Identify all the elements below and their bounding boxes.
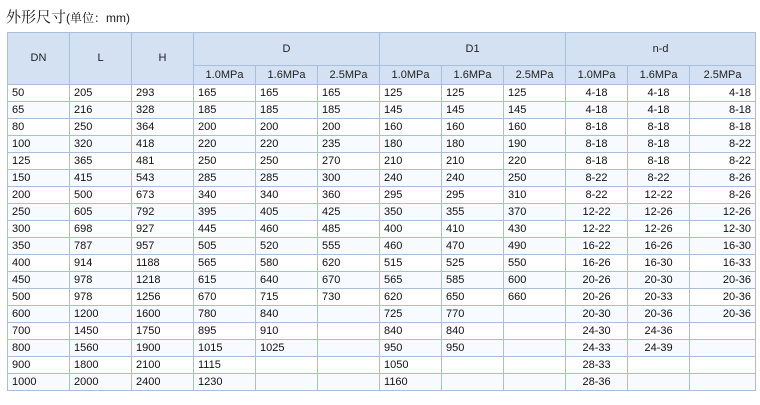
cell-d1-1-6mpa: 125: [442, 85, 504, 102]
cell-h: 673: [132, 187, 194, 204]
cell-nd-1-0mpa: 20-30: [566, 306, 628, 323]
cell-h: 1900: [132, 340, 194, 357]
cell-d-1-6mpa: 640: [256, 272, 318, 289]
cell-nd-2-5mpa: 8-18: [690, 119, 756, 136]
cell-d1-1-6mpa: 210: [442, 153, 504, 170]
cell-dn: 900: [8, 357, 70, 374]
cell-l: 415: [70, 170, 132, 187]
cell-d-1-6mpa: 580: [256, 255, 318, 272]
cell-nd-1-6mpa: [628, 357, 690, 374]
header-l: L: [70, 33, 132, 85]
cell-nd-2-5mpa: [690, 374, 756, 391]
cell-nd-1-6mpa: 12-22: [628, 187, 690, 204]
cell-d-1-0mpa: 445: [194, 221, 256, 238]
cell-dn: 350: [8, 238, 70, 255]
cell-h: 293: [132, 85, 194, 102]
cell-d-2-5mpa: [318, 306, 380, 323]
cell-l: 978: [70, 272, 132, 289]
cell-h: 1218: [132, 272, 194, 289]
cell-nd-1-6mpa: 4-18: [628, 102, 690, 119]
cell-nd-1-0mpa: 8-18: [566, 119, 628, 136]
cell-dn: 150: [8, 170, 70, 187]
cell-nd-1-0mpa: 8-18: [566, 153, 628, 170]
table-row: [8, 119, 756, 136]
cell-d-1-0mpa: 780: [194, 306, 256, 323]
cell-d-2-5mpa: 360: [318, 187, 380, 204]
cell-nd-1-0mpa: 28-36: [566, 374, 628, 391]
cell-h: 481: [132, 153, 194, 170]
cell-l: 787: [70, 238, 132, 255]
cell-d1-1-6mpa: 295: [442, 187, 504, 204]
cell-d1-2-5mpa: 250: [504, 170, 566, 187]
cell-h: 418: [132, 136, 194, 153]
table-row: [8, 272, 756, 289]
cell-nd-1-0mpa: 20-26: [566, 289, 628, 306]
cell-d1-1-0mpa: 240: [380, 170, 442, 187]
cell-d-1-6mpa: 840: [256, 306, 318, 323]
cell-nd-1-0mpa: 16-26: [566, 255, 628, 272]
cell-l: 1560: [70, 340, 132, 357]
cell-d1-1-6mpa: 585: [442, 272, 504, 289]
table-row: [8, 136, 756, 153]
cell-l: 216: [70, 102, 132, 119]
cell-nd-1-0mpa: 8-18: [566, 136, 628, 153]
table-row: [8, 323, 756, 340]
cell-d1-2-5mpa: [504, 323, 566, 340]
cell-nd-2-5mpa: 12-26: [690, 204, 756, 221]
cell-l: 1450: [70, 323, 132, 340]
cell-d1-2-5mpa: 125: [504, 85, 566, 102]
cell-d-1-0mpa: 250: [194, 153, 256, 170]
cell-l: 365: [70, 153, 132, 170]
cell-d1-1-0mpa: 210: [380, 153, 442, 170]
cell-nd-1-6mpa: 20-36: [628, 306, 690, 323]
cell-nd-2-5mpa: 8-22: [690, 153, 756, 170]
cell-l: 605: [70, 204, 132, 221]
cell-l: 2000: [70, 374, 132, 391]
cell-nd-2-5mpa: 20-36: [690, 289, 756, 306]
cell-nd-2-5mpa: 20-36: [690, 272, 756, 289]
cell-d-1-6mpa: 165: [256, 85, 318, 102]
cell-nd-1-0mpa: 28-33: [566, 357, 628, 374]
cell-h: 1256: [132, 289, 194, 306]
header-d1: D1: [380, 33, 566, 66]
cell-d1-1-0mpa: 840: [380, 323, 442, 340]
cell-dn: 450: [8, 272, 70, 289]
cell-d1-1-6mpa: [442, 374, 504, 391]
cell-d1-1-0mpa: 460: [380, 238, 442, 255]
cell-h: 364: [132, 119, 194, 136]
cell-l: 914: [70, 255, 132, 272]
cell-d1-2-5mpa: 660: [504, 289, 566, 306]
cell-h: 1600: [132, 306, 194, 323]
cell-d-1-6mpa: 405: [256, 204, 318, 221]
cell-nd-1-6mpa: 8-22: [628, 170, 690, 187]
cell-d1-1-0mpa: 1050: [380, 357, 442, 374]
cell-nd-1-6mpa: 8-18: [628, 136, 690, 153]
cell-d-2-5mpa: [318, 323, 380, 340]
cell-d-2-5mpa: [318, 340, 380, 357]
cell-d1-1-6mpa: 650: [442, 289, 504, 306]
cell-d-1-0mpa: 200: [194, 119, 256, 136]
cell-d1-1-6mpa: 470: [442, 238, 504, 255]
table-row: [8, 170, 756, 187]
cell-d-2-5mpa: [318, 374, 380, 391]
cell-nd-1-0mpa: 20-26: [566, 272, 628, 289]
cell-nd-1-0mpa: 24-30: [566, 323, 628, 340]
cell-nd-2-5mpa: 20-36: [690, 306, 756, 323]
cell-d1-1-6mpa: 410: [442, 221, 504, 238]
cell-dn: 100: [8, 136, 70, 153]
cell-nd-1-0mpa: 8-22: [566, 170, 628, 187]
cell-d1-1-0mpa: 160: [380, 119, 442, 136]
cell-d-1-0mpa: 285: [194, 170, 256, 187]
cell-nd-1-6mpa: 16-30: [628, 255, 690, 272]
cell-h: 1188: [132, 255, 194, 272]
cell-d-2-5mpa: 300: [318, 170, 380, 187]
cell-d1-2-5mpa: [504, 374, 566, 391]
cell-d-2-5mpa: 555: [318, 238, 380, 255]
table-row: [8, 340, 756, 357]
cell-nd-1-0mpa: 12-22: [566, 221, 628, 238]
cell-d-1-0mpa: 670: [194, 289, 256, 306]
header-d1-pressure: 1.6MPa: [442, 66, 504, 85]
cell-nd-1-0mpa: 4-18: [566, 102, 628, 119]
cell-d-1-0mpa: 565: [194, 255, 256, 272]
cell-dn: 125: [8, 153, 70, 170]
cell-nd-1-6mpa: 20-33: [628, 289, 690, 306]
cell-d-1-6mpa: [256, 357, 318, 374]
cell-d1-1-0mpa: 1160: [380, 374, 442, 391]
page-title: [6, 6, 130, 27]
cell-nd-2-5mpa: 8-26: [690, 170, 756, 187]
cell-d-1-0mpa: 895: [194, 323, 256, 340]
cell-d-2-5mpa: 485: [318, 221, 380, 238]
cell-h: 927: [132, 221, 194, 238]
cell-nd-2-5mpa: 16-30: [690, 238, 756, 255]
cell-nd-1-6mpa: 20-30: [628, 272, 690, 289]
cell-l: 978: [70, 289, 132, 306]
header-d: D: [194, 33, 380, 66]
cell-dn: 400: [8, 255, 70, 272]
cell-nd-1-6mpa: 8-18: [628, 153, 690, 170]
cell-l: 698: [70, 221, 132, 238]
cell-d-1-6mpa: [256, 374, 318, 391]
cell-d1-1-0mpa: 565: [380, 272, 442, 289]
cell-dn: 1000: [8, 374, 70, 391]
cell-d1-2-5mpa: [504, 340, 566, 357]
cell-d1-2-5mpa: 160: [504, 119, 566, 136]
header-nd-pressure: 1.6MPa: [628, 66, 690, 85]
cell-l: 205: [70, 85, 132, 102]
table-body: [8, 85, 756, 391]
cell-nd-2-5mpa: 4-18: [690, 85, 756, 102]
cell-d1-1-0mpa: 515: [380, 255, 442, 272]
cell-nd-1-0mpa: 8-22: [566, 187, 628, 204]
cell-d-2-5mpa: 165: [318, 85, 380, 102]
cell-d-1-6mpa: 220: [256, 136, 318, 153]
cell-d-1-6mpa: 340: [256, 187, 318, 204]
cell-d-1-0mpa: 165: [194, 85, 256, 102]
header-dn: DN: [8, 33, 70, 85]
header-d-pressure: 1.6MPa: [256, 66, 318, 85]
cell-d-1-0mpa: 505: [194, 238, 256, 255]
cell-d-2-5mpa: 185: [318, 102, 380, 119]
table-row: [8, 238, 756, 255]
cell-l: 500: [70, 187, 132, 204]
cell-nd-2-5mpa: 8-22: [690, 136, 756, 153]
cell-nd-2-5mpa: 12-30: [690, 221, 756, 238]
cell-d1-2-5mpa: 220: [504, 153, 566, 170]
header-nd: n-d: [566, 33, 756, 66]
cell-nd-1-0mpa: 24-33: [566, 340, 628, 357]
cell-nd-1-6mpa: 24-39: [628, 340, 690, 357]
cell-h: 328: [132, 102, 194, 119]
cell-d1-2-5mpa: 310: [504, 187, 566, 204]
cell-d1-1-6mpa: 525: [442, 255, 504, 272]
cell-d-1-0mpa: 1230: [194, 374, 256, 391]
cell-d-2-5mpa: 670: [318, 272, 380, 289]
cell-d1-1-0mpa: 295: [380, 187, 442, 204]
cell-d-2-5mpa: 620: [318, 255, 380, 272]
cell-dn: 800: [8, 340, 70, 357]
cell-dn: 600: [8, 306, 70, 323]
dimensions-table: [7, 32, 756, 391]
cell-l: 250: [70, 119, 132, 136]
cell-dn: 500: [8, 289, 70, 306]
table-row: [8, 221, 756, 238]
cell-d-1-6mpa: 185: [256, 102, 318, 119]
cell-d1-2-5mpa: 550: [504, 255, 566, 272]
cell-l: 1200: [70, 306, 132, 323]
cell-nd-1-0mpa: 12-22: [566, 204, 628, 221]
cell-d-1-0mpa: 220: [194, 136, 256, 153]
cell-d1-1-6mpa: 160: [442, 119, 504, 136]
cell-d-1-6mpa: 910: [256, 323, 318, 340]
cell-d1-1-0mpa: 125: [380, 85, 442, 102]
cell-d1-1-6mpa: 840: [442, 323, 504, 340]
cell-d1-2-5mpa: 490: [504, 238, 566, 255]
cell-d1-2-5mpa: 190: [504, 136, 566, 153]
header-nd-pressure: 1.0MPa: [566, 66, 628, 85]
cell-d1-2-5mpa: 145: [504, 102, 566, 119]
cell-d-1-6mpa: 285: [256, 170, 318, 187]
cell-d1-2-5mpa: [504, 357, 566, 374]
cell-h: 543: [132, 170, 194, 187]
cell-d-1-6mpa: 200: [256, 119, 318, 136]
cell-dn: 300: [8, 221, 70, 238]
cell-d-1-0mpa: 340: [194, 187, 256, 204]
cell-nd-2-5mpa: 8-26: [690, 187, 756, 204]
cell-d1-1-6mpa: 145: [442, 102, 504, 119]
cell-nd-2-5mpa: [690, 340, 756, 357]
table-row: [8, 255, 756, 272]
cell-d-2-5mpa: 235: [318, 136, 380, 153]
cell-d-2-5mpa: 730: [318, 289, 380, 306]
table-row: [8, 85, 756, 102]
cell-dn: 80: [8, 119, 70, 136]
cell-d-2-5mpa: 200: [318, 119, 380, 136]
cell-d-1-0mpa: 615: [194, 272, 256, 289]
cell-d-1-0mpa: 395: [194, 204, 256, 221]
cell-h: 957: [132, 238, 194, 255]
table-row: [8, 374, 756, 391]
cell-d1-1-0mpa: 180: [380, 136, 442, 153]
cell-d-1-0mpa: 185: [194, 102, 256, 119]
cell-d1-1-6mpa: [442, 357, 504, 374]
cell-d1-1-6mpa: 770: [442, 306, 504, 323]
cell-nd-1-0mpa: 4-18: [566, 85, 628, 102]
cell-d-1-6mpa: 1025: [256, 340, 318, 357]
title-unit: (单位：mm): [66, 11, 131, 25]
cell-d-1-6mpa: 715: [256, 289, 318, 306]
table-row: [8, 102, 756, 119]
cell-nd-2-5mpa: [690, 323, 756, 340]
cell-d1-2-5mpa: [504, 306, 566, 323]
cell-h: 1750: [132, 323, 194, 340]
cell-d1-1-0mpa: 620: [380, 289, 442, 306]
cell-h: 792: [132, 204, 194, 221]
cell-d1-1-0mpa: 400: [380, 221, 442, 238]
table-row: [8, 153, 756, 170]
header-nd-pressure: 2.5MPa: [690, 66, 756, 85]
cell-h: 2400: [132, 374, 194, 391]
header-d-pressure: 1.0MPa: [194, 66, 256, 85]
cell-l: 1800: [70, 357, 132, 374]
cell-d1-1-6mpa: 180: [442, 136, 504, 153]
cell-d-2-5mpa: 425: [318, 204, 380, 221]
cell-d-1-6mpa: 460: [256, 221, 318, 238]
cell-d1-2-5mpa: 430: [504, 221, 566, 238]
cell-d1-2-5mpa: 600: [504, 272, 566, 289]
cell-d-1-6mpa: 520: [256, 238, 318, 255]
cell-d1-1-6mpa: 950: [442, 340, 504, 357]
header-d-pressure: 2.5MPa: [318, 66, 380, 85]
cell-nd-2-5mpa: 16-33: [690, 255, 756, 272]
cell-d-1-0mpa: 1115: [194, 357, 256, 374]
cell-nd-1-6mpa: 24-36: [628, 323, 690, 340]
cell-d1-1-0mpa: 725: [380, 306, 442, 323]
cell-nd-1-6mpa: 16-26: [628, 238, 690, 255]
cell-nd-1-6mpa: 12-26: [628, 204, 690, 221]
cell-d1-1-0mpa: 350: [380, 204, 442, 221]
header-d1-pressure: 2.5MPa: [504, 66, 566, 85]
table-row: [8, 289, 756, 306]
header-d1-pressure: 1.0MPa: [380, 66, 442, 85]
cell-nd-1-6mpa: 4-18: [628, 85, 690, 102]
header-h: H: [132, 33, 194, 85]
cell-nd-2-5mpa: 8-18: [690, 102, 756, 119]
cell-h: 2100: [132, 357, 194, 374]
cell-dn: 50: [8, 85, 70, 102]
cell-d1-1-6mpa: 240: [442, 170, 504, 187]
cell-d1-1-6mpa: 355: [442, 204, 504, 221]
table-row: [8, 204, 756, 221]
cell-dn: 65: [8, 102, 70, 119]
cell-nd-1-6mpa: [628, 374, 690, 391]
cell-d-2-5mpa: [318, 357, 380, 374]
title-main: 外形尺寸: [6, 9, 67, 26]
cell-nd-1-0mpa: 16-22: [566, 238, 628, 255]
cell-d-1-6mpa: 250: [256, 153, 318, 170]
cell-nd-1-6mpa: 12-26: [628, 221, 690, 238]
table-row: [8, 187, 756, 204]
cell-nd-1-6mpa: 8-18: [628, 119, 690, 136]
cell-dn: 700: [8, 323, 70, 340]
cell-d-2-5mpa: 270: [318, 153, 380, 170]
cell-d1-1-0mpa: 950: [380, 340, 442, 357]
cell-d-1-0mpa: 1015: [194, 340, 256, 357]
cell-l: 320: [70, 136, 132, 153]
cell-dn: 250: [8, 204, 70, 221]
table-row: [8, 357, 756, 374]
cell-d1-2-5mpa: 370: [504, 204, 566, 221]
cell-dn: 200: [8, 187, 70, 204]
cell-nd-2-5mpa: [690, 357, 756, 374]
table-row: [8, 306, 756, 323]
cell-d1-1-0mpa: 145: [380, 102, 442, 119]
